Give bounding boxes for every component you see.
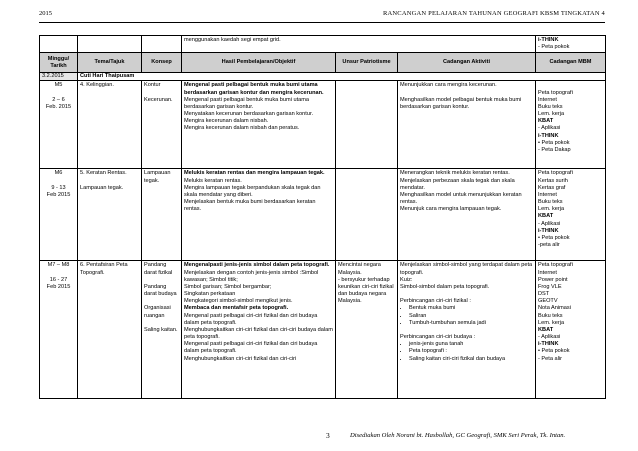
- row-hasil: Melukis keratan rentas dan mengira lampauan tegak. Melukis keratan rentas. Mengira lampauan tegak berpandukan skala tegak dan skala mendatar yang diberi. Menjelaskan bentuk muka bumi berdasarkan keratan rentas.: [182, 169, 336, 261]
- col-hasil: Hasil Pembelajaran/Objektif: [182, 53, 336, 73]
- continuation-mbm: i-THINK - Peta pokok: [536, 36, 606, 53]
- list-item: • Peta topografi :: [409, 348, 533, 355]
- table-row: [40, 169, 606, 261]
- row-unsur: [336, 81, 398, 169]
- header-title: RANCANGAN PELAJARAN TAHUNAN GEOGRAFI KBSM TINGKATAN 4: [382, 10, 605, 17]
- col-unsur: Unsur Patriotisme: [336, 53, 398, 73]
- col-minggu: Minggu/ Tarikh: [40, 53, 78, 73]
- row-aktiviti: Menerangkan teknik melukis keratan rentas. Menjelaskan perbezaan skala tegak dan skala mendatar. Menghasilkan model untuk menunjukkan keratan rentas. Menunjuk cara mengira lampauan tegak.: [398, 169, 536, 261]
- page-header: [39, 8, 605, 20]
- col-mbm: Cadangan MBM: [536, 53, 606, 73]
- row-unsur: [336, 169, 398, 261]
- page-number: 3: [326, 431, 330, 440]
- row-tema: 6. Pentafsiran Peta Topografi.: [78, 261, 142, 399]
- list-item: • Tumbuh-tumbuhan semula jadi: [409, 320, 533, 327]
- col-konsep: Konsep: [142, 53, 182, 73]
- row-mbm: Peta topografi Internet Buku teks Lem. kerja KBAT - Aplikasi i-THINK • Peta pokok - Peta Dakap: [536, 81, 606, 169]
- holiday-row: [40, 73, 606, 81]
- row-hasil: Mengenalpasti jenis-jenis simbol dalam peta topografi. Menjelaskan dengan contoh jenis-jenis simbol :Simbol kawasan; Simbol titik; Simbol garisan; Simbol bergambar; Singkatan perkataan Mengkategori simbol-simbol mengikut jenis. Membaca dan mentafsir peta topografi. Mengenal pasti pelbagai ciri-ciri fizikal dan ciri budaya dalam peta topografi. Menghubungkaitkan ciri-ciri fizikal dan ciri-ciri budaya dalam peta topografi. Mengenal pasti pelbagai ciri-ciri fizikal dan ciri budaya dalam peta topografi. Menghubungkaitkan ciri-ciri fizikal dan ciri-ciri: [182, 261, 336, 399]
- physical-features-list: [400, 305, 533, 326]
- row-mbm: Peta topografi Internet Power point Frog VLE DST GEOTV Nota Animasi Buku teks Lem. kerja KBAT - Aplikasi i-THINK • Peta pokok - Peta alir: [536, 261, 606, 399]
- row-konsep: Lampauan tegak.: [142, 169, 182, 261]
- row-minggu: M6 9 - 13 Feb 2015: [40, 169, 78, 261]
- table-header-row: [40, 53, 606, 73]
- row-konsep: Kontur Kecerunan.: [142, 81, 182, 169]
- row-konsep: Pandang darat fizikal Pandang darat budaya Organisasi ruangan Saling kaitan.: [142, 261, 182, 399]
- footer-credit: Disediakan Oleh Norani bt. Hasbollah, GC Geografi, SMK Seri Perak, Tk. Intan.: [350, 432, 566, 439]
- continuation-row: [40, 36, 606, 53]
- row-aktiviti: Menjelaskan simbol-simbol yang terdapat dalam peta topografi. Kuiz: Simbol-simbol dalam peta topografi. Perbincangan ciri-ciri fizikal : • Bentuk muka bumi • Saliran • Tumbuh-tumbuhan semula jadi Perbincangan ciri-ciri budaya : • jenis-jenis guna tanah • Peta topografi : • Saling kaitan ciri-ciri fizikal dan budaya: [398, 261, 536, 399]
- list-item: • jenis-jenis guna tanah: [409, 341, 533, 348]
- row-minggu: M5 2 – 6 Feb. 2015: [40, 81, 78, 169]
- row-hasil: Mengenal pasti pelbagai bentuk muka bumi utama berdasarkan garisan kontur dan mengira kecerunan. Mengenal pasti pelbagai bentuk muka bumi utama berdasarkan garisan kontur. Menyatakan kecerunan berdasarkan garisan kontur. Mengira kecerunan dalam nisbah. Mengira kecerunan dalam nisbah dan peratus.: [182, 81, 336, 169]
- list-item: • Bentuk muka bumi: [409, 305, 533, 312]
- cultural-features-list: [400, 341, 533, 362]
- lesson-plan-table: [39, 35, 606, 399]
- list-item: • Saling kaitan ciri-ciri fizikal dan budaya: [409, 356, 533, 363]
- holiday-date: 3.2.2015: [40, 73, 78, 81]
- col-tema: Tema/Tajuk: [78, 53, 142, 73]
- table-row: [40, 261, 606, 399]
- row-unsur: Mencintai negara Malaysia. - bersyukur terhadap keunikan ciri-ciri fizikal dan budaya negara Malaysia.: [336, 261, 398, 399]
- continuation-hasil: menggunakan kaedah segi empat grid.: [182, 36, 536, 53]
- row-tema: 5. Keratan Rentas. Lampauan tegak.: [78, 169, 142, 261]
- holiday-label: Cuti Hari Thaipusam: [78, 73, 606, 81]
- header-rule: [39, 22, 605, 23]
- table-row: [40, 81, 606, 169]
- row-aktiviti: Menunjukkan cara mengira kecerunan. Menghasilkan model pelbagai bentuk muka bumi berdasarkan garisan kontur.: [398, 81, 536, 169]
- header-year: 2015: [39, 10, 52, 17]
- list-item: • Saliran: [409, 313, 533, 320]
- page-footer: [0, 431, 638, 445]
- row-tema: 4. Kelinggian.: [78, 81, 142, 169]
- row-mbm: Peta topografi Kertas surih Kertas graf Internet Buku teks Lem. kerja KBAT - Aplikasi i-THINK • Peta pokok -peta alir: [536, 169, 606, 261]
- col-aktiviti: Cadangan Aktiviti: [398, 53, 536, 73]
- row-minggu: M7 – M8 16 - 27 Feb 2015: [40, 261, 78, 399]
